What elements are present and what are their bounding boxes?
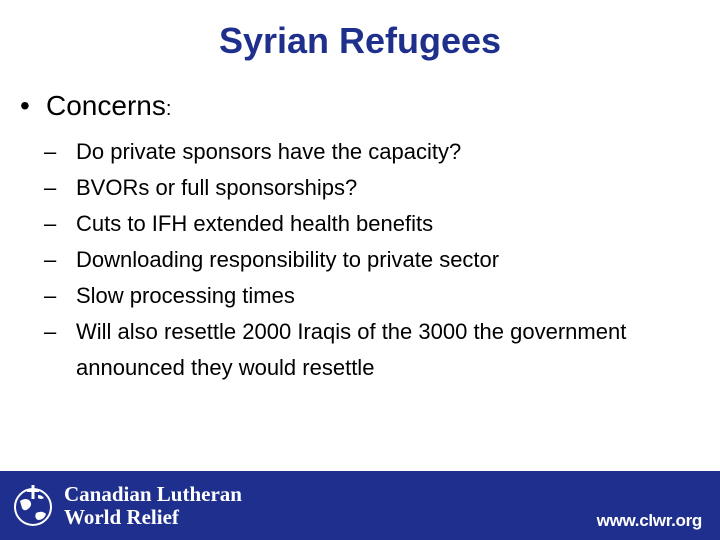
sub-bullet-text: Cuts to IFH extended health benefits [76,211,434,236]
sub-bullet-list [44,134,684,386]
sub-bullet-text: Downloading responsibility to private sector [76,247,500,272]
dash-marker: – [44,211,57,236]
org-name-line1: Canadian Lutheran [64,482,242,506]
dash-marker: – [44,283,57,308]
footer-bar [0,471,720,540]
sub-bullet-item [44,314,684,386]
sub-bullet-text: Slow processing times [76,283,295,308]
slide-title: Syrian Refugees [218,20,502,61]
sub-bullet-item [44,206,684,242]
dash-marker: – [44,139,57,164]
dash-marker: – [44,319,57,344]
bullet-symbol: • [20,90,30,121]
sub-bullet-item [44,134,684,170]
main-bullet-label: Concerns [46,90,166,121]
sub-bullet-text: Do private sponsors have the capacity? [76,139,462,164]
sub-bullet-item [44,170,684,206]
organization-url: www.clwr.org [596,511,702,530]
sub-bullet-text: BVORs or full sponsorships? [76,175,358,200]
sub-bullet-item [44,278,684,314]
dash-marker: – [44,247,57,272]
sub-bullet-item [44,242,684,278]
main-bullet [20,86,171,129]
main-bullet-suffix: : [165,98,172,120]
sub-bullet-text: Will also resettle 2000 Iraqis of the 3000 the government announced they would resettle [76,319,627,380]
globe-cross-logo-icon [12,483,54,529]
dash-marker: – [44,175,57,200]
org-name-line2: World Relief [64,505,179,529]
organization-name [64,483,242,529]
